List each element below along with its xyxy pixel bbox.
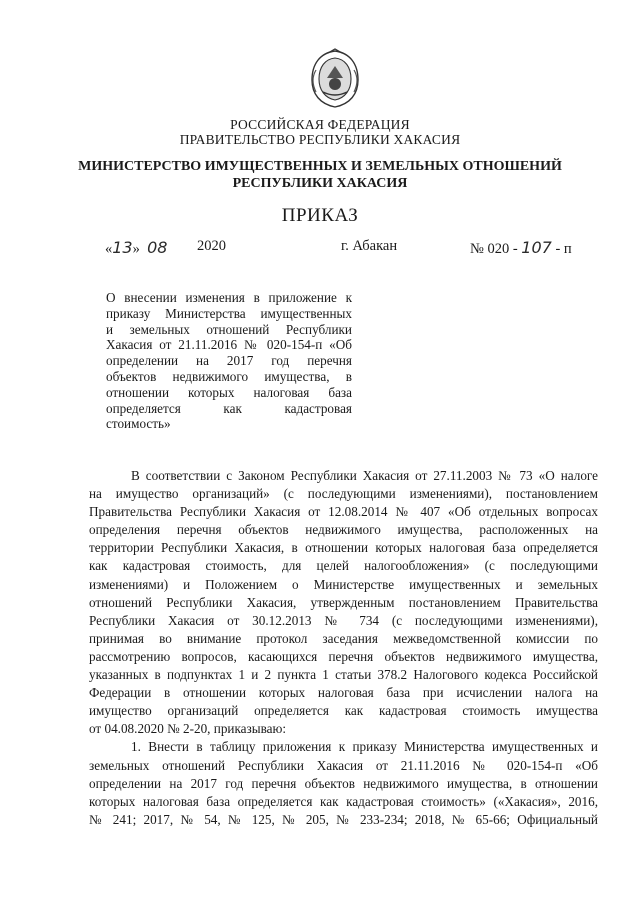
order-number-handwritten: 107 xyxy=(521,238,552,257)
order-number-prefix: № 020 - xyxy=(470,241,518,257)
body-line: отношений Республики Хакасия, утвержденным постановлением Правительства xyxy=(89,594,598,610)
order-body xyxy=(89,467,598,829)
subject-line: О внесении изменения в приложение к xyxy=(106,290,352,305)
document-type-title: ПРИКАЗ xyxy=(281,205,359,226)
order-date xyxy=(105,238,167,258)
subject-line: стоимость» xyxy=(106,416,171,432)
subject-line: Хакасия от 21.11.2016 № 020-154-п «Об xyxy=(106,337,352,353)
body-line: определения перечня объектов недвижимого имущества, расположенных на xyxy=(89,522,598,538)
body-line: имущество организаций определяется как кадастровая стоимость имущества xyxy=(89,703,598,719)
body-line: Федерации в отношении которых налоговая база при исчислении налога на xyxy=(89,685,598,701)
body-line: территории Республики Хакасия, в отношении которых налоговая база определяется xyxy=(89,540,598,556)
body-line: от 04.08.2020 № 2-20, приказываю: xyxy=(89,721,287,737)
body-line: Правительства Республики Хакасия от 12.08.2014 № 407 «Об отдельных вопросах xyxy=(89,504,598,520)
date-day-handwritten: 13 xyxy=(112,238,133,257)
body-line: на имущество организаций» (с последующими изменениями), постановлением xyxy=(89,486,598,502)
body-line: принимая во внимание протокол заседания межведомственной комиссии по xyxy=(89,630,598,646)
government-heading: ПРАВИТЕЛЬСТВО РЕСПУБЛИКИ ХАКАСИЯ xyxy=(179,132,461,147)
body-line: 1. Внести в таблицу приложения к приказу Министерства имущественных и xyxy=(131,739,598,755)
order-subject xyxy=(106,290,352,432)
body-line: Республики Хакасия от 30.12.2013 № 734 (с последующими изменениями), xyxy=(89,612,598,628)
order-number xyxy=(470,238,572,258)
date-close-quote: » xyxy=(132,241,140,257)
body-line: изменениями) и Положением о Министерстве имущественных и земельных xyxy=(89,576,598,592)
body-line: указанных в подпунктах 1 и 2 пункта 1 статьи 378.2 Налогового кодекса Российской xyxy=(89,667,598,683)
ministry-heading-line2: РЕСПУБЛИКИ ХАКАСИЯ xyxy=(232,176,408,191)
subject-line: приказу Министерства имущественных xyxy=(106,305,352,321)
body-line: рассмотрению вопросов, касающихся перечня объектов недвижимого имущества, xyxy=(89,648,598,664)
coat-of-arms-emblem xyxy=(306,48,364,110)
body-line: определении на 2017 год перечня объектов недвижимого имущества, в отношении xyxy=(89,775,598,791)
date-month-handwritten: 08 xyxy=(147,238,168,257)
subject-line: определяется как кадастровая xyxy=(106,400,352,416)
body-line: как кадастровая стоимость, для целей налогообложения» (с последующими xyxy=(89,558,598,574)
country-heading: РОССИЙСКАЯ ФЕДЕРАЦИЯ xyxy=(230,117,410,132)
body-line: которых налоговая база определяется как кадастровая стоимость» («Хакасия», 2016, xyxy=(89,793,598,809)
body-line: № 241; 2017, № 54, № 125, № 205, № 233-234; 2018, № 65-66; Официальный xyxy=(89,811,598,827)
order-number-suffix: - п xyxy=(555,241,572,257)
subject-line: отношении которых налоговая база xyxy=(106,384,352,400)
subject-line: определении на 2017 год перечня xyxy=(106,353,352,369)
order-city: г. Абакан xyxy=(341,238,398,254)
subject-line: и земельных отношений Республики xyxy=(106,321,352,337)
body-line: В соответствии с Законом Республики Хакасия от 27.11.2003 № 73 «О налоге xyxy=(131,468,598,483)
body-line: земельных отношений Республики Хакасия от 21.11.2016 № 020-154-п «Об xyxy=(89,757,598,773)
ministry-heading-line1: МИНИСТЕРСТВО ИМУЩЕСТВЕННЫХ И ЗЕМЕЛЬНЫХ ОТНОШЕНИЙ xyxy=(78,159,562,174)
date-open-quote: « xyxy=(105,241,113,257)
subject-line: объектов недвижимого имущества, в xyxy=(106,368,352,384)
order-year: 2020 xyxy=(197,238,226,254)
